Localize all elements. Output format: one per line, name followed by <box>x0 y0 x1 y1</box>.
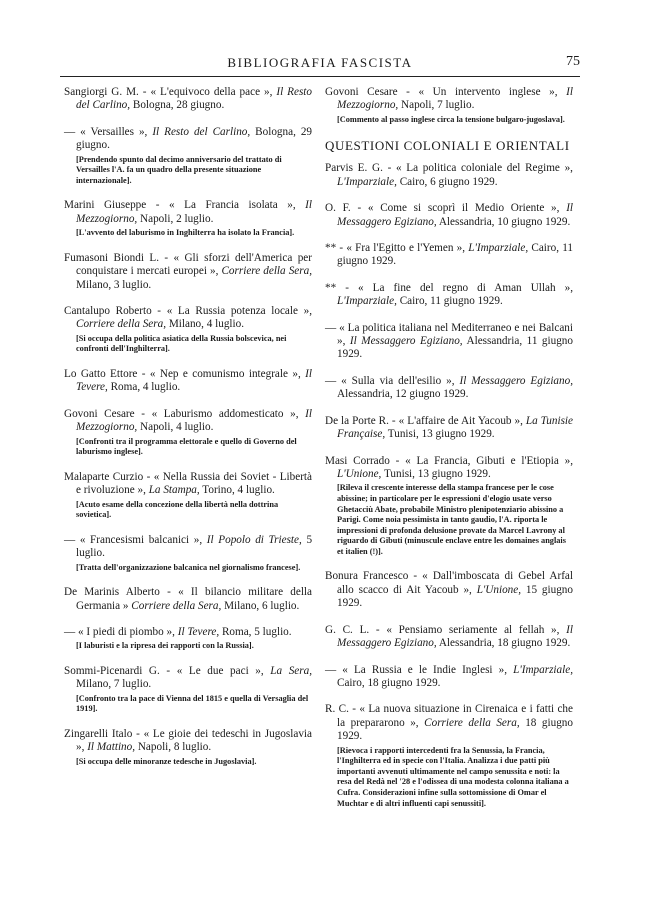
entry-annotation <box>76 334 312 355</box>
entry-citation: Bonura Francesco - « Dall'imboscata di Gebel Arfal allo scacco di Ait Yacoub », L'Unione, 15 giugno 1929. <box>325 570 573 610</box>
entry-source: Il Tevere, <box>76 368 312 394</box>
entry-title: « Le gioie dei tedeschi in Jugoslavia », <box>76 728 312 754</box>
entry-source: L'Imparziale, <box>337 295 397 308</box>
entry-source: Il Messaggero Egiziano, <box>337 623 574 650</box>
entry-annotation <box>76 500 312 521</box>
entry-annotation-text: [Commento al passo inglese circa la tensione bulgaro-jugoslava]. <box>337 114 565 124</box>
left-column <box>64 86 312 780</box>
bibliography-entry <box>64 199 312 238</box>
entry-citation: Lo Gatto Ettore - « Nep e comunismo integrale », Il Tevere, Roma, 4 luglio. <box>64 368 312 394</box>
entry-source: L'Imparziale, <box>468 242 529 255</box>
bibliography-entry <box>64 471 312 521</box>
entry-title: « La Francia, Gibuti e l'Etiopia », <box>405 454 573 467</box>
entry-author: Masi Corrado <box>325 454 390 467</box>
entry-source: Il Popolo di Trieste, <box>206 533 302 546</box>
entry-citation <box>64 534 312 561</box>
entry-citation: Govoni Cesare - « Un intervento inglese », Il Mezzogiorno, Napoli, 7 luglio. <box>325 86 573 112</box>
entry-title: « La Francia isolata », <box>169 199 296 212</box>
entry-citation: Sommi-Picenardi G. - « Le due paci », La Sera, Milano, 7 luglio. <box>64 665 312 691</box>
entry-title: « Gli sforzi dell'America per conquistare i mercati europei », <box>76 251 312 278</box>
entry-annotation-text: [Confronti tra il programma elettorale e quello di Governo del laburismo inglese]. <box>76 436 297 457</box>
entry-citation: Fumasoni Biondi L. - « Gli sforzi dell'America per conquistare i mercati europei », Corriere della Sera, Milano, 3 luglio. <box>64 251 313 291</box>
entry-author: Malaparte Curzio <box>64 470 144 483</box>
entry-details: Napoli, 4 luglio. <box>140 421 214 434</box>
entry-details: Alessandria, 10 giugno 1929. <box>438 215 571 228</box>
entry-title: « Pensiamo seriamente al fellah », <box>386 623 560 636</box>
entry-source: Corriere della Sera, <box>221 265 313 278</box>
entry-author: De Marinis Alberto <box>64 586 160 599</box>
entry-annotation-text: [Si occupa della politica asiatica della Russia bolscevica, nei confronti dell'Inghilterra]. <box>76 333 287 354</box>
entry-author: — <box>325 321 337 334</box>
entry-title: « Dall'imboscata di Gebel Arfal allo scacco di Ait Yacoub », <box>337 570 573 596</box>
entry-citation: Malaparte Curzio - « Nella Russia dei Soviet - Libertà e rivoluzione », La Stampa, Torino, 4 luglio. <box>64 470 312 497</box>
entry-author: Sommi-Picenardi G. <box>64 665 160 678</box>
entry-annotation-text: [Acuto esame della concezione della libertà nella dottrina sovietica]. <box>76 499 279 520</box>
bibliography-entry <box>325 322 573 362</box>
entry-citation: Parvis E. G. - « La politica coloniale del Regime », L'Imparziale, Cairo, 6 giugno 1929. <box>325 162 573 188</box>
entry-title: « La Russia e le Indie Inglesi », <box>342 663 508 676</box>
entry-annotation-text: [Rileva il crescente interesse della stampa francese per le cose abissine; in particolare per le espressioni d'elogio usate verso Ghetacciù Abate, probabile Ministro plenipotenziario abissino a Parigi. Come noia pessimista in tanto gaudio, l'A. riporta le impressioni di profonda delusione provate da Marcel Lavrony al riguardo di Gibuti (minuscule enclave entre les domaines anglais et italien (!)]. <box>337 483 566 556</box>
entry-citation: De Marinis Alberto - « Il bilancio militare della Germania » Corriere della Sera, Milano, 6 luglio. <box>64 586 313 612</box>
entry-details: Alessandria, 12 giugno 1929. <box>337 388 469 401</box>
page-header <box>60 54 580 77</box>
entry-details: Bologna, 29 giugno. <box>76 125 313 152</box>
entry-title: « La politica coloniale del Regime », <box>396 162 573 175</box>
entry-author: — <box>64 533 76 546</box>
entry-annotation <box>76 757 312 768</box>
bibliography-entry <box>64 586 312 613</box>
entry-annotation <box>76 694 312 715</box>
entry-annotation <box>76 155 312 187</box>
entry-citation: G. C. L. - « Pensiamo seriamente al fellah », Il Messaggero Egiziano, Alessandria, 18 giugno 1929. <box>325 623 574 650</box>
entry-details: Napoli, 2 luglio. <box>140 212 214 225</box>
entry-citation: O. F. - « Come si scoprì il Medio Oriente », Il Messaggero Egiziano, Alessandria, 10 giugno 1929. <box>325 202 574 228</box>
entry-citation <box>325 375 573 402</box>
entry-citation: Govoni Cesare - « Laburismo addomesticato », Il Mezzogiorno, Napoli, 4 luglio. <box>64 407 312 434</box>
entry-details: Cairo, 18 giugno 1929. <box>337 676 441 689</box>
entry-details: 5 luglio. <box>76 533 313 560</box>
entry-details: Alessandria, 18 giugno 1929. <box>438 637 571 650</box>
entry-details: 15 giugno 1929. <box>337 583 573 610</box>
entry-details: Napoli, 8 luglio. <box>137 741 212 754</box>
entry-author: — <box>325 374 337 387</box>
entry-source: L'Unione, <box>476 583 522 596</box>
entry-details: Roma, 4 luglio. <box>110 381 181 394</box>
bibliography-entry <box>325 375 573 402</box>
entry-source: Il Messaggero Egiziano, <box>349 335 463 348</box>
entry-citation: ** - « La fine del regno di Aman Ullah », L'Imparziale, Cairo, 11 giugno 1929. <box>325 281 573 308</box>
entry-author: Parvis E. G. <box>325 162 383 175</box>
right-column <box>325 86 573 822</box>
entry-annotation-text: [Confronto tra la pace di Vienna del 1815 e quella di Versaglia del 1919]. <box>76 693 309 714</box>
entry-source: Il Mezzogiorno, <box>76 407 312 434</box>
entry-author: — <box>64 626 76 639</box>
entry-author: Cantalupo Roberto <box>64 305 152 318</box>
entry-title: « L'equivoco della pace », <box>150 86 273 98</box>
bibliography-entry <box>64 126 312 187</box>
bibliography-entry <box>64 368 312 395</box>
entry-details: Napoli, 7 luglio. <box>401 99 475 112</box>
entry-source: Il Tevere, <box>177 626 220 639</box>
entry-annotation-text: [Si occupa delle minoranze tedesche in Jugoslavia]. <box>76 756 257 766</box>
entry-annotation-text: [Prendendo spunto dal decimo anniversario del trattato di Versailles l'A. fa un quadro della presente situazione internazionale]. <box>76 154 282 185</box>
entry-author: Fumasoni Biondi L. <box>64 251 159 264</box>
entry-title: « Le due paci », <box>176 665 264 678</box>
bibliography-entry <box>64 86 312 113</box>
entry-title: « Francesismi balcanici », <box>79 533 203 546</box>
entry-citation <box>64 126 312 153</box>
entry-author: — <box>325 663 337 676</box>
entry-details: Roma, 5 luglio. <box>221 626 292 639</box>
entry-author: Govoni Cesare <box>64 407 135 420</box>
entry-source: L'Unione, <box>337 467 382 480</box>
entry-author: R. C. <box>325 703 349 716</box>
entry-author: — <box>64 125 76 138</box>
entry-details: Cairo, 11 giugno 1929. <box>399 295 503 308</box>
entry-source: Corriere della Sera, <box>131 599 222 612</box>
entry-source: Il Resto del Carlino, <box>76 86 313 112</box>
bibliography-entry <box>64 252 312 292</box>
entry-citation: De la Porte R. - « L'affaire de Ait Yacoub », La Tunisie Française, Tunisi, 13 giugno 1929. <box>325 414 574 441</box>
entry-source: La Stampa, <box>148 484 200 497</box>
entry-title: « Sulla via dell'esilio », <box>341 374 455 387</box>
entry-author: Govoni Cesare <box>325 86 398 98</box>
entry-source: L'Imparziale, <box>337 175 397 188</box>
entry-citation: Sangiorgi G. M. - « L'equivoco della pace », Il Resto del Carlino, Bologna, 28 giugno. <box>64 86 313 112</box>
entry-citation: R. C. - « La nuova situazione in Cirenaica e i fatti che la prepararono », Corriere della Sera, 18 giugno 1929. <box>325 703 573 743</box>
entry-author: Sangiorgi G. M. <box>64 86 139 98</box>
entry-annotation <box>76 563 312 574</box>
right-column-entries <box>325 162 573 809</box>
entry-citation: Cantalupo Roberto - « La Russia potenza locale », Corriere della Sera, Milano, 4 luglio. <box>64 305 312 331</box>
entry-title: « La fine del regno di Aman Ullah », <box>358 281 573 294</box>
entry-details: Tunisi, 13 giugno 1929. <box>383 467 491 480</box>
entry-annotation <box>337 115 573 126</box>
entry-author: G. C. L. <box>325 623 370 636</box>
entry-title: « Un intervento inglese », <box>418 86 558 98</box>
entry-title: « La nuova situazione in Cirenaica e i fatti che la prepararono », <box>337 703 573 729</box>
entry-author: ** <box>325 281 337 294</box>
bibliography-entry <box>64 534 312 573</box>
entry-citation: Masi Corrado - « La Francia, Gibuti e l'Etiopia », L'Unione, Tunisi, 13 giugno 1929. <box>325 454 573 480</box>
entry-citation <box>325 664 573 691</box>
entry-details: Milano, 7 luglio. <box>76 678 152 691</box>
entry-source: Il Resto del Carlino, <box>152 125 251 138</box>
bibliography-entry <box>325 703 573 809</box>
entry-details: Milano, 3 luglio. <box>76 278 152 291</box>
entry-source: Il Messaggero Egiziano, <box>337 202 574 228</box>
bibliography-entry <box>64 305 312 355</box>
bibliography-entry <box>325 202 573 229</box>
bibliography-entry <box>325 242 573 269</box>
section-heading: QUESTIONI COLONIALI E ORIENTALI <box>325 138 570 154</box>
entry-details: Torino, 4 luglio. <box>202 484 275 497</box>
entry-annotation <box>337 746 573 810</box>
entry-source: Il Mezzogiorno, <box>76 199 313 225</box>
bibliography-entry <box>64 728 312 767</box>
entry-details: Tunisi, 13 giugno 1929. <box>387 428 495 441</box>
entry-details: Alessandria, 11 giugno 1929. <box>337 335 573 361</box>
entry-details: Cairo, 6 giugno 1929. <box>399 175 498 188</box>
entry-author: Bonura Francesco <box>325 570 409 583</box>
bibliography-entry <box>325 415 573 442</box>
entry-annotation <box>337 483 573 557</box>
entry-author: Zingarelli Italo <box>64 728 133 741</box>
entry-citation: Marini Giuseppe - « La Francia isolata », Il Mezzogiorno, Napoli, 2 luglio. <box>64 199 313 225</box>
entry-source: Il Mezzogiorno, <box>337 86 573 112</box>
entry-author: Marini Giuseppe <box>64 199 147 212</box>
entry-source: Il Messaggero Egiziano, <box>459 374 574 387</box>
right-column-top <box>325 86 573 125</box>
entry-source: La Sera, <box>270 665 312 678</box>
page-number: 75 <box>566 54 580 69</box>
bibliography-entry <box>325 455 573 558</box>
entry-annotation-text: [Tratta dell'organizzazione balcanica nel giornalismo francese]. <box>76 562 301 572</box>
entry-annotation-text: [I laburisti e la ripresa dei rapporti con la Russia]. <box>76 641 254 651</box>
entry-title: « Laburismo addomesticato », <box>151 407 299 420</box>
entry-annotation-text: [L'avvento del laburismo in Inghilterra ha isolato la Francia]. <box>76 228 295 238</box>
entry-citation: ** - « Fra l'Egitto e l'Yemen », L'Imparziale, Cairo, 11 giugno 1929. <box>325 242 574 268</box>
entry-title: « La politica italiana nel Mediterraneo e nei Balcani », <box>337 321 573 348</box>
entry-source: L'Imparziale, <box>513 663 573 676</box>
bibliography-entry <box>325 282 573 309</box>
bibliography-entry <box>64 408 312 458</box>
entry-title: « L'affaire de Ait Yacoub », <box>398 414 523 427</box>
bibliography-entry <box>325 624 573 651</box>
entry-source: Corriere della Sera, <box>76 318 167 331</box>
bibliography-entry <box>325 86 573 125</box>
entry-author: ** <box>325 242 337 255</box>
bibliography-entry <box>325 570 573 610</box>
entry-details: Cairo, 11 giugno 1929. <box>337 242 574 268</box>
entry-details: Milano, 6 luglio. <box>224 599 300 612</box>
entry-details: 18 giugno 1929. <box>337 716 573 743</box>
entry-title: « Nep e comunismo integrale », <box>149 368 301 381</box>
entry-title: « Nella Russia dei Soviet - Libertà e rivoluzione », <box>76 470 312 497</box>
running-title: BIBLIOGRAFIA FASCISTA <box>227 55 413 70</box>
entry-citation <box>325 322 573 362</box>
entry-title: « Come si scoprì il Medio Oriente », <box>367 202 560 215</box>
entry-author: O. F. <box>325 202 351 215</box>
entry-author: Lo Gatto Ettore <box>64 368 138 381</box>
entry-title: « Versailles », <box>80 125 148 138</box>
entry-title: « I piedi di piombo », <box>77 626 175 639</box>
entry-annotation <box>76 641 312 652</box>
entry-details: Bologna, 28 giugno. <box>132 99 225 112</box>
entry-annotation <box>76 228 312 239</box>
entry-annotation <box>76 437 312 458</box>
entry-source: Corriere della Sera, <box>424 716 520 729</box>
entry-citation <box>64 626 312 639</box>
entry-author: De la Porte R. <box>325 414 389 427</box>
entry-title: « Fra l'Egitto e l'Yemen », <box>346 242 466 255</box>
bibliography-entry <box>64 626 312 652</box>
bibliography-entry <box>325 664 573 691</box>
entry-source: La Tunisie Française, <box>337 414 574 441</box>
bibliography-entry <box>325 162 573 189</box>
bibliography-entry <box>64 665 312 715</box>
entry-annotation-text: [Rievoca i rapporti intercedenti fra la Senussia, la Francia, l'Inghilterra ed in specie con l'Italia. Analizza i due patti più importanti avvenuti ultimamente nel campo senussita e noti: la resa del Redà nel '28 e l'odissea di una modesta colonna italiana a Cufra. Considerazioni infine sulla sottomissione di Omar el Muchtar e di altri influenti capi senussiti]. <box>337 745 569 808</box>
entry-citation: Zingarelli Italo - « Le gioie dei tedeschi in Jugoslavia », Il Mattino, Napoli, 8 luglio. <box>64 728 312 754</box>
entry-title: « La Russia potenza locale », <box>166 305 312 318</box>
entry-title: « Il bilancio militare della Germania » <box>76 586 313 612</box>
entry-source: Il Mattino, <box>87 741 136 754</box>
entry-details: Milano, 4 luglio. <box>168 318 245 331</box>
